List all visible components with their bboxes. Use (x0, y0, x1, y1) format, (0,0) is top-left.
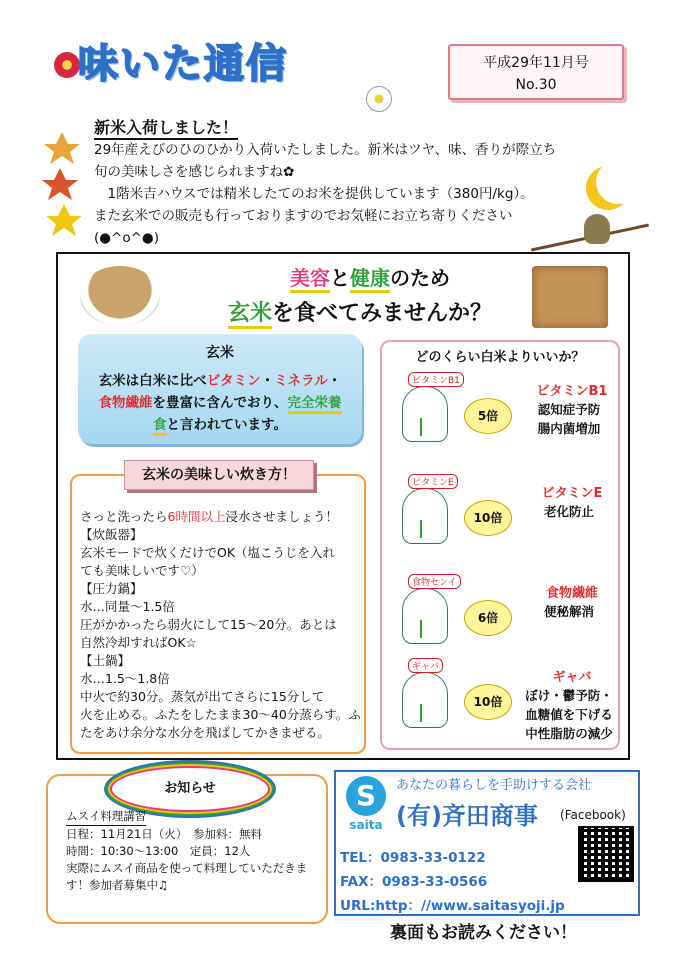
cooking-line: 中火で約30分。蒸気が出てさらに15分して (80, 689, 325, 704)
facebook-label: (Facebook) (560, 808, 626, 822)
nutrient-name: ビタミンE (541, 486, 603, 501)
nutrient-desc-line: 血糖値を下げる (525, 707, 613, 722)
plant-pot-icon (402, 588, 448, 644)
cooking-intro-part: 浸水させましょう！ (225, 509, 338, 524)
issue-date: 平成29年11月号 (483, 55, 589, 71)
news-line: (●^o^●) (94, 230, 159, 246)
cooking-line: 【炊飯器】 (80, 527, 143, 542)
genmai-info-text (92, 370, 348, 436)
company-url[interactable]: URL:http：//www.saitasyoji.jp (340, 898, 565, 914)
genmai-fiber: 食物繊維 (98, 395, 153, 411)
nutrient-desc-line: 認知症予防 (537, 402, 601, 417)
nutrient-desc-line: 中性脂肪の減少 (525, 726, 613, 741)
news-body (94, 139, 574, 249)
genmai-text-part: ・ (327, 373, 342, 389)
cooking-line: 自然冷却すればOK☆ (80, 635, 197, 650)
notice-line: 時間：10:30～13:00 定員：12人 (66, 844, 251, 858)
sprout-icon (420, 418, 422, 436)
genmai-text-part: 玄米は白米に比べ (98, 373, 207, 389)
cooking-intro-part: さっと洗ったら (80, 509, 168, 524)
plant-pot-icon (402, 386, 448, 442)
cooking-soak-time: 6時間以上 (167, 509, 226, 524)
cooking-line: 水…同量～1.5倍 (80, 599, 175, 614)
genmai-text-part: と言われています。 (166, 417, 287, 433)
sprout-icon (420, 620, 422, 638)
cooking-line: ても美味しいです♡） (80, 563, 204, 578)
nutrient-name: 食物繊維 (545, 586, 598, 601)
sprout-icon (420, 704, 422, 722)
comparison-row-fiber (392, 574, 618, 660)
genmai-mineral: ミネラル (274, 373, 328, 389)
headline-for: のため (390, 266, 450, 290)
owl-icon (584, 214, 610, 244)
crescent-moon-icon (596, 160, 640, 204)
notice-banner: お知らせ (112, 768, 268, 810)
notice-text (66, 808, 322, 894)
notice-line: 日程：11月21日（火） 参加料：無料 (66, 827, 263, 841)
sprout-icon (420, 520, 422, 538)
comparison-row-vitamin-b1 (392, 372, 618, 458)
pot-label: ギャバ (408, 658, 443, 673)
company-name: (有)斉田商事 (396, 802, 538, 830)
nutrient-desc (514, 686, 624, 743)
company-tel: TEL：0983-33-0122 (340, 850, 486, 866)
news-line: 旬の美味しさを感じられますね✿ (94, 164, 295, 180)
nutrient-name: ビタミンB1 (536, 384, 608, 399)
pot-label: 食物センイ (408, 574, 461, 589)
company-tagline: あなたの暮らしを手助けする会社 (396, 778, 592, 793)
feature-headline-line2 (190, 296, 530, 327)
nutrient-desc-line: 腸内菌増加 (537, 421, 601, 436)
genmai-complete-food: 完全栄養食 (153, 395, 341, 436)
genmai-info-title: 玄米 (206, 345, 234, 361)
feature-headline-line1 (220, 262, 520, 291)
headline-beauty: 美容 (290, 266, 330, 293)
news-line: また玄米での販売も行っておりますのでお気軽にお立ち寄りください (94, 208, 513, 224)
saita-logo-icon: S (346, 776, 386, 816)
nutrient-desc-line: 便秘解消 (543, 604, 594, 619)
company-fax: FAX：0983-33-0566 (340, 874, 488, 890)
ratio-bubble: 5倍 (464, 398, 512, 434)
autumn-leaves-icon (40, 128, 84, 238)
issue-number: No.30 (515, 77, 557, 93)
plant-pot-icon (402, 488, 448, 544)
brown-rice-image (532, 266, 608, 328)
cooking-line: 火を止める。ふたをしたまま30～40分蒸らす。ふたをあけ余分な水分を飛ばしてかきまぜる。 (80, 707, 361, 740)
nutrient-desc-line: 老化防止 (543, 504, 594, 519)
ratio-bubble: 10倍 (464, 684, 512, 720)
comparison-row-gaba (392, 658, 618, 744)
cooking-intro (80, 508, 362, 526)
news-line: 29年産えびのひのひかり入荷いたしました。新米はツヤ、味、香りが際立ち (94, 142, 557, 158)
cooking-line: 玄米モードで炊くだけでOK（塩こうじを入れ (80, 545, 336, 560)
notice-heading: ムスイ料理講習 (66, 808, 146, 826)
nutrient-desc (514, 502, 624, 521)
news-title: 新米入荷しました！ (94, 115, 238, 140)
rice-bowl-image (80, 266, 160, 326)
nutrient-name: ギャバ (552, 670, 592, 685)
cooking-banner: 玄米の美味しい炊き方！ (124, 460, 314, 490)
ratio-bubble: 6倍 (464, 600, 512, 636)
issue-box (448, 44, 624, 100)
headline-health: 健康 (350, 266, 390, 293)
genmai-text-part: ・ (260, 373, 275, 389)
cooking-line: 圧がかかったら弱火にして15～20分。あとは (80, 617, 337, 632)
comparison-row-vitamin-e (392, 474, 618, 560)
headline-rest: を食べてみませんか？ (272, 301, 493, 326)
genmai-text-part: を豊富に含んでおり、 (152, 395, 288, 411)
cooking-line: 【圧力鍋】 (80, 581, 143, 596)
news-line: 1階米吉ハウスでは精米したてのお米を提供しています（380円/kg）。 (94, 186, 534, 202)
nutrient-desc-line: ぼけ・鬱予防・ (525, 688, 613, 703)
pot-label: ビタミンE (408, 474, 458, 489)
comparison-title: どのくらい白米よりいいか？ (415, 350, 585, 365)
cooking-line: 水…1.5～1.8倍 (80, 671, 170, 686)
white-flower-icon (366, 86, 392, 112)
notice-line: 実際にムスイ商品を使って料理していただきます！参加者募集中♫ (66, 861, 308, 892)
plant-pot-icon (402, 672, 448, 728)
nutrient-desc (514, 400, 624, 438)
ratio-bubble: 10倍 (464, 500, 512, 536)
facebook-text: Facebook (564, 808, 622, 822)
headline-genmai: 玄米 (228, 301, 272, 329)
pot-label: ビタミンB1 (408, 372, 464, 387)
cooking-line: 【土鍋】 (80, 653, 131, 668)
cooking-text (80, 508, 362, 742)
genmai-vitamin: ビタミン (206, 373, 261, 389)
qr-code-icon (578, 826, 634, 882)
saita-logo-word: saita (349, 818, 383, 832)
headline-and: と (330, 266, 350, 290)
camellia-flower-icon (54, 52, 80, 78)
nutrient-desc (514, 602, 624, 621)
newsletter-title: 味いた通信 (78, 41, 288, 87)
back-page-note: 裏面もお読みください！ (390, 923, 577, 943)
